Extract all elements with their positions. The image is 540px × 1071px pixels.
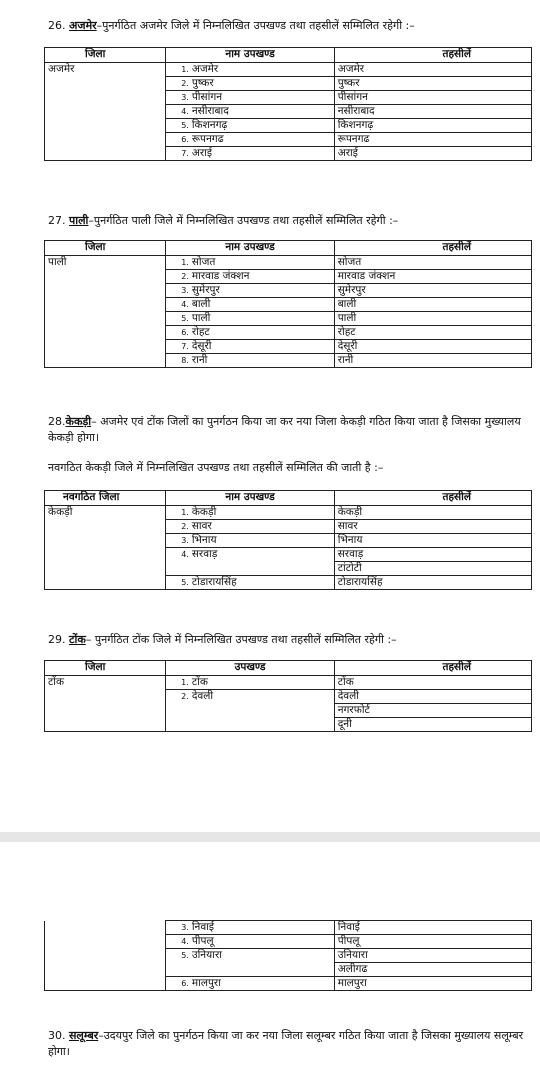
table-row [45,63,532,77]
tehsil-name: पाली [334,312,531,326]
table-body [45,63,532,161]
tehsil-name: पीसांगन [334,91,531,105]
serial-number: 5. [166,119,189,133]
district-cell: केकड़ी [45,506,166,590]
subdivision-name: अजमेर [189,63,334,77]
subdivision-name: मारवाड जंक्शन [189,270,334,284]
section-28-subtext: नवगठित केकड़ी जिले में निम्नलिखित उपखण्ड तथा तहसीलें सम्मिलित की जाती है :– [48,461,384,474]
serial-number: 3. [166,534,189,548]
tehsil-name: भिनाय [334,534,531,548]
table-kekri [44,490,532,590]
tehsil-name: टांटोटी [334,562,531,576]
serial-number: 7. [166,147,189,161]
col-header-subdivision: उपखण्ड [166,661,334,676]
section-text: –पुनर्गठित अजमेर जिले में निम्नलिखित उपखण्ड तथा तहसीलें सम्मिलित रहेगी :– [96,19,415,32]
subdivision-name: अराई [189,147,334,161]
subdivision-name: देवली [189,690,334,732]
tehsil-name: दूनी [334,718,531,732]
tehsil-name: नसीराबाद [334,105,531,119]
district-name: सलूम्बर [69,1029,99,1042]
table-row [45,676,532,690]
table-body [45,921,532,991]
subdivision-name: देसूरी [189,340,334,354]
serial-number: 8. [166,354,189,368]
tehsil-name: टोंक [334,676,531,690]
tehsil-name: केकड़ी [334,506,531,520]
subdivision-name: उनियारा [189,949,334,977]
subdivision-name: पुष्कर [189,77,334,91]
subdivision-name: मालपुरा [189,977,334,991]
col-header-tehsil: तहसीलें [334,661,531,676]
district-cell: अजमेर [45,63,166,161]
subdivision-name: रानी [189,354,334,368]
tehsil-name: नगरफोर्ट [334,704,531,718]
subdivision-name: सुमेरपुर [189,284,334,298]
col-header-district: जिला [45,48,166,63]
col-header-district: नवगठित जिला [45,491,166,506]
tehsil-name: बाली [334,298,531,312]
tehsil-name: रूपनगढ [334,133,531,147]
tehsil-name: सावर [334,520,531,534]
subdivision-name: रूपनगढ [189,133,334,147]
col-header-subdivision: नाम उपखण्ड [166,241,334,256]
tehsil-name: अराई [334,147,531,161]
table-tonk [44,660,532,732]
serial-number: 5. [166,576,189,590]
district-name: केकड़ी [65,415,92,428]
section-text: –उदयपुर जिले का पुनर्गठन किया जा कर नया जिला सलूम्बर गठित किया जाता है जिसका मुख्यालय सलूम्बर होगा। [48,1029,524,1058]
subdivision-name: सोजत [189,256,334,270]
serial-number: 2. [166,690,189,732]
col-header-district: जिला [45,661,166,676]
district-cell: टोंक [45,676,166,732]
serial-number: 4. [166,935,189,949]
serial-number: 6. [166,326,189,340]
col-header-subdivision: नाम उपखण्ड [166,491,334,506]
table-tonk-continued [44,920,532,991]
section-text: – पुनर्गठित टोंक जिले में निम्नलिखित उपखण्ड तथा तहसीलें सम्मिलित रहेगी :– [85,633,397,646]
serial-number: 5. [166,312,189,326]
subdivision-name: रोहट [189,326,334,340]
serial-number: 4. [166,548,189,576]
subdivision-name: बाली [189,298,334,312]
subdivision-name: नसीराबाद [189,105,334,119]
district-name: अजमेर [69,19,97,32]
col-header-tehsil: तहसीलें [334,491,531,506]
serial-number: 2. [166,77,189,91]
serial-number: 6. [166,133,189,147]
subdivision-name: टोंक [189,676,334,690]
subdivision-name: भिनाय [189,534,334,548]
page-gap [0,832,540,842]
serial-number: 7. [166,340,189,354]
section-28-intro [48,414,536,446]
document-page-2 [0,842,540,1071]
subdivision-name: निवाई [189,921,334,935]
section-number: 29. [48,633,66,646]
district-name: पाली [69,214,89,227]
section-number: 28. [48,415,66,428]
district-cell: पाली [45,256,166,368]
serial-number: 1. [166,256,189,270]
district-name: टोंक [69,633,86,646]
table-row [45,506,532,520]
tehsil-name: सोजत [334,256,531,270]
serial-number: 4. [166,105,189,119]
serial-number: 1. [166,676,189,690]
tehsil-name: सुमेरपुर [334,284,531,298]
tehsil-name: सरवाड़ [334,548,531,562]
subdivision-name: सरवाड़ [189,548,334,576]
tehsil-name: उनियारा [334,949,531,963]
table-row [45,921,532,935]
section-30-intro [48,1028,536,1060]
subdivision-name: पीपलू [189,935,334,949]
tehsil-name: रानी [334,354,531,368]
subdivision-name: केकड़ी [189,506,334,520]
serial-number: 1. [166,63,189,77]
serial-number: 3. [166,284,189,298]
tehsil-name: पीपलू [334,935,531,949]
subdivision-name: टोडारायसिंह [189,576,334,590]
section-number: 30. [48,1029,66,1042]
serial-number: 1. [166,506,189,520]
tehsil-name: देसूरी [334,340,531,354]
tehsil-name: मालपुरा [334,977,531,991]
serial-number: 3. [166,921,189,935]
tehsil-name: पुष्कर [334,77,531,91]
table-ajmer [44,47,532,161]
serial-number: 4. [166,298,189,312]
section-26-heading [48,18,415,33]
col-header-tehsil: तहसीलें [334,48,531,63]
serial-number: 3. [166,91,189,105]
serial-number: 6. [166,977,189,991]
serial-number: 2. [166,520,189,534]
tehsil-name: निवाई [334,921,531,935]
section-27-heading [48,213,398,228]
subdivision-name: पाली [189,312,334,326]
section-text: –पुनर्गठित पाली जिले में निम्नलिखित उपखण्ड तथा तहसीलें सम्मिलित रहेगी :– [88,214,399,227]
table-body [45,256,532,368]
table-pali [44,240,532,368]
tehsil-name: अजमेर [334,63,531,77]
tehsil-name: रोहट [334,326,531,340]
subdivision-name: किशनगढ़ [189,119,334,133]
table-row [45,256,532,270]
serial-number: 2. [166,270,189,284]
col-header-district: जिला [45,241,166,256]
subdivision-name: पीसांगन [189,91,334,105]
tehsil-name: अलीगढ [334,963,531,977]
col-header-subdivision: नाम उपखण्ड [166,48,334,63]
col-header-tehsil: तहसीलें [334,241,531,256]
tehsil-name: मारवाड जंक्शन [334,270,531,284]
section-text: – अजमेर एवं टोंक जिलों का पुनर्गठन किया जा कर नया जिला केकड़ी गठित किया जाता है जिसका मुख्यालय केकड़ी होगा। [48,415,521,444]
serial-number: 5. [166,949,189,977]
tehsil-name: किशनगढ़ [334,119,531,133]
table-body [45,676,532,732]
table-body [45,506,532,590]
section-number: 27. [48,214,66,227]
section-29-heading [48,632,397,647]
tehsil-name: देवली [334,690,531,704]
subdivision-name: सावर [189,520,334,534]
section-number: 26. [48,19,66,32]
tehsil-name: टोडारायसिंह [334,576,531,590]
district-cell [45,921,166,991]
